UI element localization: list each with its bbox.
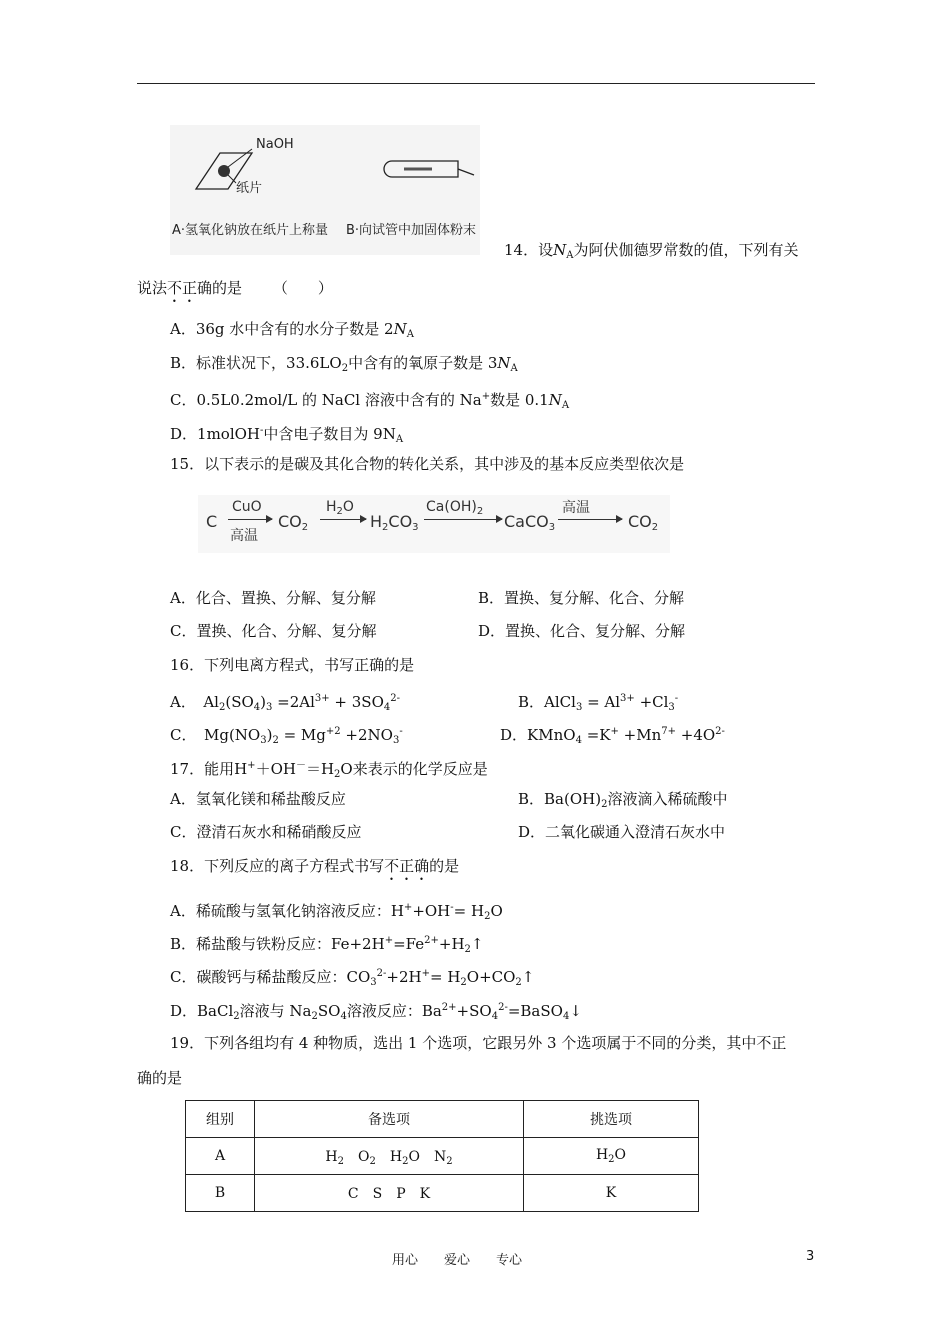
chain-arrow-1 (228, 519, 272, 520)
q18-stem: 18．下列反应的离子方程式书写不正确的是 (170, 857, 460, 875)
naoh-label: NaOH (256, 137, 294, 152)
header-pick: 挑选项 (524, 1101, 699, 1138)
q15-option-c: C．置换、化合、分解、复分解 (170, 622, 377, 640)
q18-option-b: B．稀盐酸与铁粉反应：$Fe+2H^+=Fe^{2+}+H_2↑$ (170, 935, 484, 955)
q19-stem-cont: 确的是 (137, 1069, 183, 1087)
row-a-pick: $H_2O$ (524, 1138, 699, 1175)
q16-option-d: D．KMnO$_4$ $=K^+ +Mn^{7+} +4O^{2-}$ (500, 726, 725, 746)
q18-option-c: C．碳酸钙与稀盐酸反应：$CO_3^{2-}+2H^+=$ $H_2O+CO_2↑$ (170, 968, 535, 988)
chain-c: C (206, 512, 218, 531)
lab-figure (170, 125, 480, 255)
chain-cuo: CuO (232, 499, 262, 515)
footer-motto: 用心 爱心 专心 (392, 1253, 523, 1268)
chain-h2co3: $H_2CO_3$ (370, 512, 419, 533)
chain-gaowen-1: 高温 (230, 528, 258, 544)
table-row (186, 1175, 699, 1212)
chain-gaowen-2: 高温 (562, 500, 590, 516)
row-b-options: C S P K (255, 1175, 524, 1212)
q19-table (185, 1100, 699, 1212)
q15-option-b: B．置换、复分解、化合、分解 (478, 589, 685, 607)
q17-stem: 17．能用$H^++OH^-=H_2O$来表示的化学反应是 (170, 760, 488, 780)
q15-option-a: A．化合、置换、分解、复分解 (170, 589, 376, 607)
q15-stem: 15．以下表示的是碳及其化合物的转化关系，其中涉及的基本反应类型依次是 (170, 455, 685, 473)
row-b-pick: K (524, 1175, 699, 1212)
figure-caption-b: B·向试管中加固体粉末 (346, 223, 477, 238)
q14-stem: 14．设$N_A$为阿伏伽德罗常数的值，下列有关 (504, 241, 799, 261)
q17-option-c: C．澄清石灰水和稀硝酸反应 (170, 823, 362, 841)
q18-option-d: D．BaCl$_2$溶液与 $Na_2SO_4$溶液反应：$Ba^{2+}+SO_4^{2-}=BaSO_4↓$ (170, 1002, 582, 1022)
chain-h2o: $H_2O$ (326, 499, 354, 517)
chain-co2-a: $CO_2$ (278, 512, 309, 533)
q14-option-b: B．标准状况下，$33.6LO_2$中含有的氧原子数是 $3N_A$ (170, 354, 518, 374)
row-b-group: B (186, 1175, 255, 1212)
q16-option-a: A． $Al_2(SO_4)_3 =2Al^{3+} + 3SO_4^{2-}$ (170, 693, 401, 713)
spoon-handle-icon (458, 169, 474, 175)
chain-co2-b: $CO_2$ (628, 512, 659, 533)
header-options: 备选项 (255, 1101, 524, 1138)
q16-option-c: C． $Mg(NO_3)_2 = Mg^{+2} +2NO_3^-$ (170, 726, 403, 746)
figure-caption-a: A·氢氧化钠放在纸片上称量 (172, 223, 329, 238)
q17-option-a: A．氢氧化镁和稀盐酸反应 (170, 790, 346, 808)
q14-option-a: A．36g 水中含有的水分子数是 $2N_A$ (170, 320, 414, 340)
q16-stem: 16．下列电离方程式，书写正确的是 (170, 656, 415, 674)
paper-label: 纸片 (236, 181, 263, 196)
chain-arrow-2 (320, 519, 366, 520)
q14-option-c: C．0.5L0.2mol/L 的 NaCl 溶液中含有的 Na+数是 $0.1N_A$ (170, 391, 570, 411)
row-a-options: $H_2$ $O_2$ $H_2O$ $N_2$ (255, 1138, 524, 1175)
q17-option-b: B．$Ba(OH)_2$溶液滴入稀硫酸中 (518, 790, 728, 810)
table-header-row (186, 1101, 699, 1138)
chain-arrow-4 (558, 519, 622, 520)
carbon-conversion-chain (198, 495, 670, 553)
table-row (186, 1138, 699, 1175)
q19-stem: 19．下列各组均有 4 种物质，选出 1 个选项，它跟另外 3 个选项属于不同的分类，其中不正 (170, 1034, 787, 1052)
chain-caco3: CaCO$_3$ (504, 512, 556, 533)
q16-option-b: B．AlCl$_3$ = $Al^{3+} +Cl_3^-$ (518, 693, 679, 713)
header-group: 组别 (186, 1101, 255, 1138)
page-number: 3 (806, 1249, 815, 1264)
chain-arrow-3 (424, 519, 502, 520)
header-rule (137, 83, 815, 84)
row-a-group: A (186, 1138, 255, 1175)
chain-caoh2: $Ca(OH)_2$ (426, 499, 484, 517)
q14-option-d: D．1molOH-中含电子数目为 $9N_A$ (170, 425, 404, 445)
q14-stem-cont: 说法不正确的是 （ ） (137, 279, 333, 297)
q18-option-a: A．稀硫酸与氢氧化钠溶液反应：$H^++OH^-= H_2O$ (170, 902, 503, 922)
q15-option-d: D．置换、化合、复分解、分解 (478, 622, 686, 640)
q17-option-d: D．二氧化碳通入澄清石灰水中 (518, 823, 726, 841)
